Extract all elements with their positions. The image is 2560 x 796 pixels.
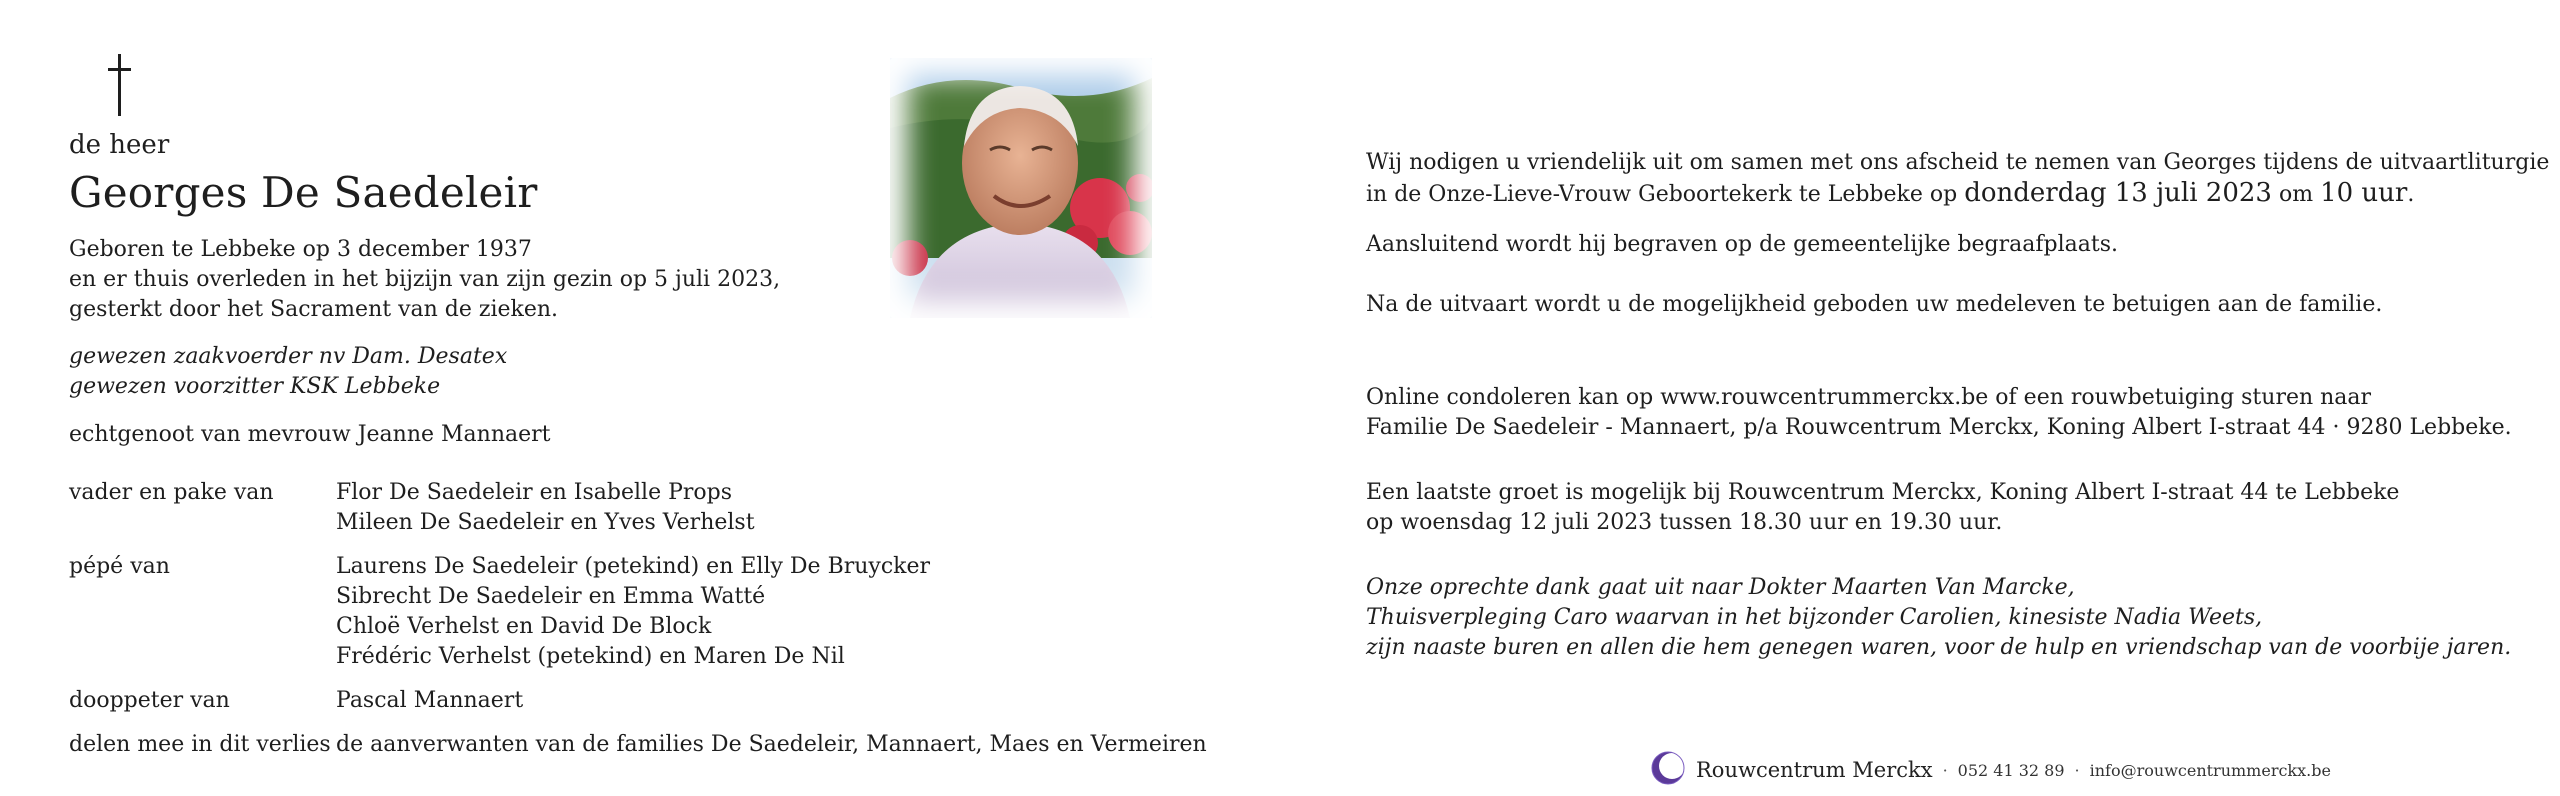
photo-vignette <box>890 58 1152 318</box>
portrait-photo <box>890 58 1152 318</box>
thanks-text <box>1366 573 2511 663</box>
birth-death-info <box>69 235 780 325</box>
spouse-line <box>69 420 551 450</box>
family-name: de aanverwanten van de families De Saedeleir, Mannaert, Maes en Vermeiren <box>336 732 1207 757</box>
family-label: pépé van <box>69 554 170 579</box>
visit-info <box>1366 478 2399 538</box>
condolence-line: Na de uitvaart wordt u de mogelijkheid geboden uw medeleven te betuigen aan de familie. <box>1366 292 2383 317</box>
online-line: Familie De Saedeleir - Mannaert, p/a Rouwcentrum Merckx, Koning Albert I-straat 44 · 9280 Lebbeke. <box>1366 415 2512 440</box>
invitation-end: . <box>2407 182 2415 207</box>
family-label: dooppeter van <box>69 688 230 713</box>
birth-line: en er thuis overleden in het bijzijn van zijn gezin op 5 juli 2023, <box>69 267 781 292</box>
family-names <box>336 552 930 672</box>
name-prefix: de heer <box>69 130 170 160</box>
online-line: Online condoleren kan op www.rouwcentrummerckx.be of een rouwbetuiging sturen naar <box>1366 385 2372 410</box>
funeral-home-name: Rouwcentrum Merckx <box>1696 758 1933 782</box>
online-condolence <box>1366 383 2512 443</box>
invitation-line: Wij nodigen u vriendelijk uit om samen met ons afscheid te nemen van Georges tijdens de uitvaartliturgie <box>1366 150 2550 175</box>
deceased-name: Georges De Saedeleir <box>69 168 538 217</box>
funeral-date: donderdag 13 juli 2023 <box>1964 178 2272 208</box>
thanks-line: zijn naaste buren en allen die hem genegen waren, voor de hulp en vriendschap van de voorbije jaren. <box>1366 635 2512 660</box>
funeral-home-footer <box>1650 752 2331 788</box>
invitation-text <box>1366 148 2549 210</box>
thanks-line: Onze oprechte dank gaat uit naar Dokter Maarten Van Marcke, <box>1366 575 2075 600</box>
separator: · <box>1942 760 1948 780</box>
invitation-line <box>1366 178 2549 210</box>
crescent-logo-icon <box>1650 750 1686 790</box>
family-name: Pascal Mannaert <box>336 688 524 713</box>
spouse-text: echtgenoot van mevrouw Jeanne Mannaert <box>69 422 551 447</box>
family-name: Mileen De Saedeleir en Yves Verhelst <box>336 510 755 535</box>
family-name: Frédéric Verhelst (petekind) en Maren De Nil <box>336 644 845 669</box>
family-names <box>336 686 523 716</box>
former-roles <box>69 342 507 402</box>
funeral-time: 10 uur <box>2320 178 2408 208</box>
family-name: Sibrecht De Saedeleir en Emma Watté <box>336 584 766 609</box>
visit-line: Een laatste groet is mogelijk bij Rouwcentrum Merckx, Koning Albert I-straat 44 te Lebbeke <box>1366 480 2400 505</box>
email-link[interactable]: info@rouwcentrummerckx.be <box>2089 760 2331 780</box>
phone-number: 052 41 32 89 <box>1957 760 2065 780</box>
visit-line: op woensdag 12 juli 2023 tussen 18.30 uur en 19.30 uur. <box>1366 510 2003 535</box>
birth-line: gesterkt door het Sacrament van de zieken. <box>69 297 559 322</box>
family-label: delen mee in dit verlies <box>69 732 331 757</box>
invitation-om: om <box>2271 182 2321 207</box>
role-line: gewezen voorzitter KSK Lebbeke <box>69 374 441 399</box>
condolence-note <box>1366 290 2382 320</box>
cross-icon <box>100 50 140 120</box>
birth-line: Geboren te Lebbeke op 3 december 1937 <box>69 237 532 262</box>
invitation-church: in de Onze-Lieve-Vrouw Geboortekerk te Lebbeke op <box>1366 182 1965 207</box>
thanks-line: Thuisverpleging Caro waarvan in het bijzonder Carolien, kinesiste Nadia Weets, <box>1366 605 2263 630</box>
burial-line: Aansluitend wordt hij begraven op de gemeentelijke begraafplaats. <box>1366 232 2119 257</box>
family-names <box>336 730 1207 760</box>
family-name: Laurens De Saedeleir (petekind) en Elly De Bruycker <box>336 554 931 579</box>
family-label: vader en pake van <box>69 480 274 505</box>
burial-text <box>1366 230 2118 260</box>
separator: · <box>2074 760 2080 780</box>
role-line: gewezen zaakvoerder nv Dam. Desatex <box>69 344 508 369</box>
family-name: Flor De Saedeleir en Isabelle Props <box>336 480 733 505</box>
family-name: Chloë Verhelst en David De Block <box>336 614 712 639</box>
family-names <box>336 478 755 538</box>
